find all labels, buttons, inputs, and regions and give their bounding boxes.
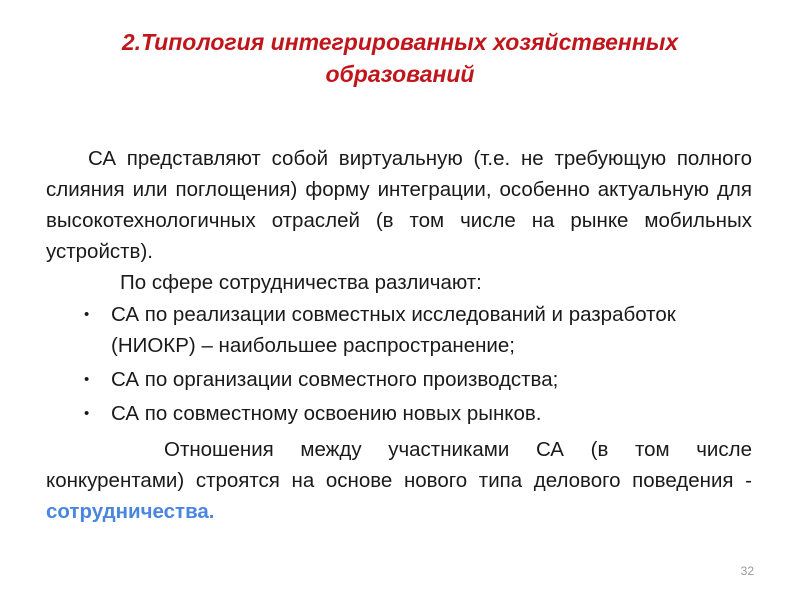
slide-title: 2.Типология интегрированных хозяйственных образований <box>121 29 679 87</box>
bullet-icon: • <box>84 306 90 323</box>
intro-paragraph: СА представляют собой виртуальную (т.е. не требующую полного слияния или поглощения) форму интеграции, особенно актуальную для высокотехнологичных отраслей (в том числе на рынке мобильных устройств). <box>46 147 752 263</box>
classification-lead: По сфере сотрудничества различают: <box>120 271 482 294</box>
conclusion-text: Отношения между участниками СА (в том числе конкурентами) строятся на основе нового типа делового поведения - <box>46 438 752 492</box>
bullet-icon: • <box>84 405 90 422</box>
list-item <box>78 364 748 395</box>
conclusion-highlight: сотрудничества. <box>46 500 215 523</box>
conclusion-paragraph <box>46 434 752 527</box>
list-item <box>78 299 748 361</box>
list-item <box>78 398 748 429</box>
list-item-text: СА по реализации совместных исследований и разработок (НИОКР) – наибольшее распространение; <box>111 303 676 357</box>
classification-list <box>78 299 748 432</box>
list-item-text: СА по организации совместного производства; <box>111 368 559 391</box>
page-number: 32 <box>740 564 754 578</box>
list-item-text: СА по совместному освоению новых рынков. <box>111 402 542 425</box>
bullet-icon: • <box>84 371 90 388</box>
